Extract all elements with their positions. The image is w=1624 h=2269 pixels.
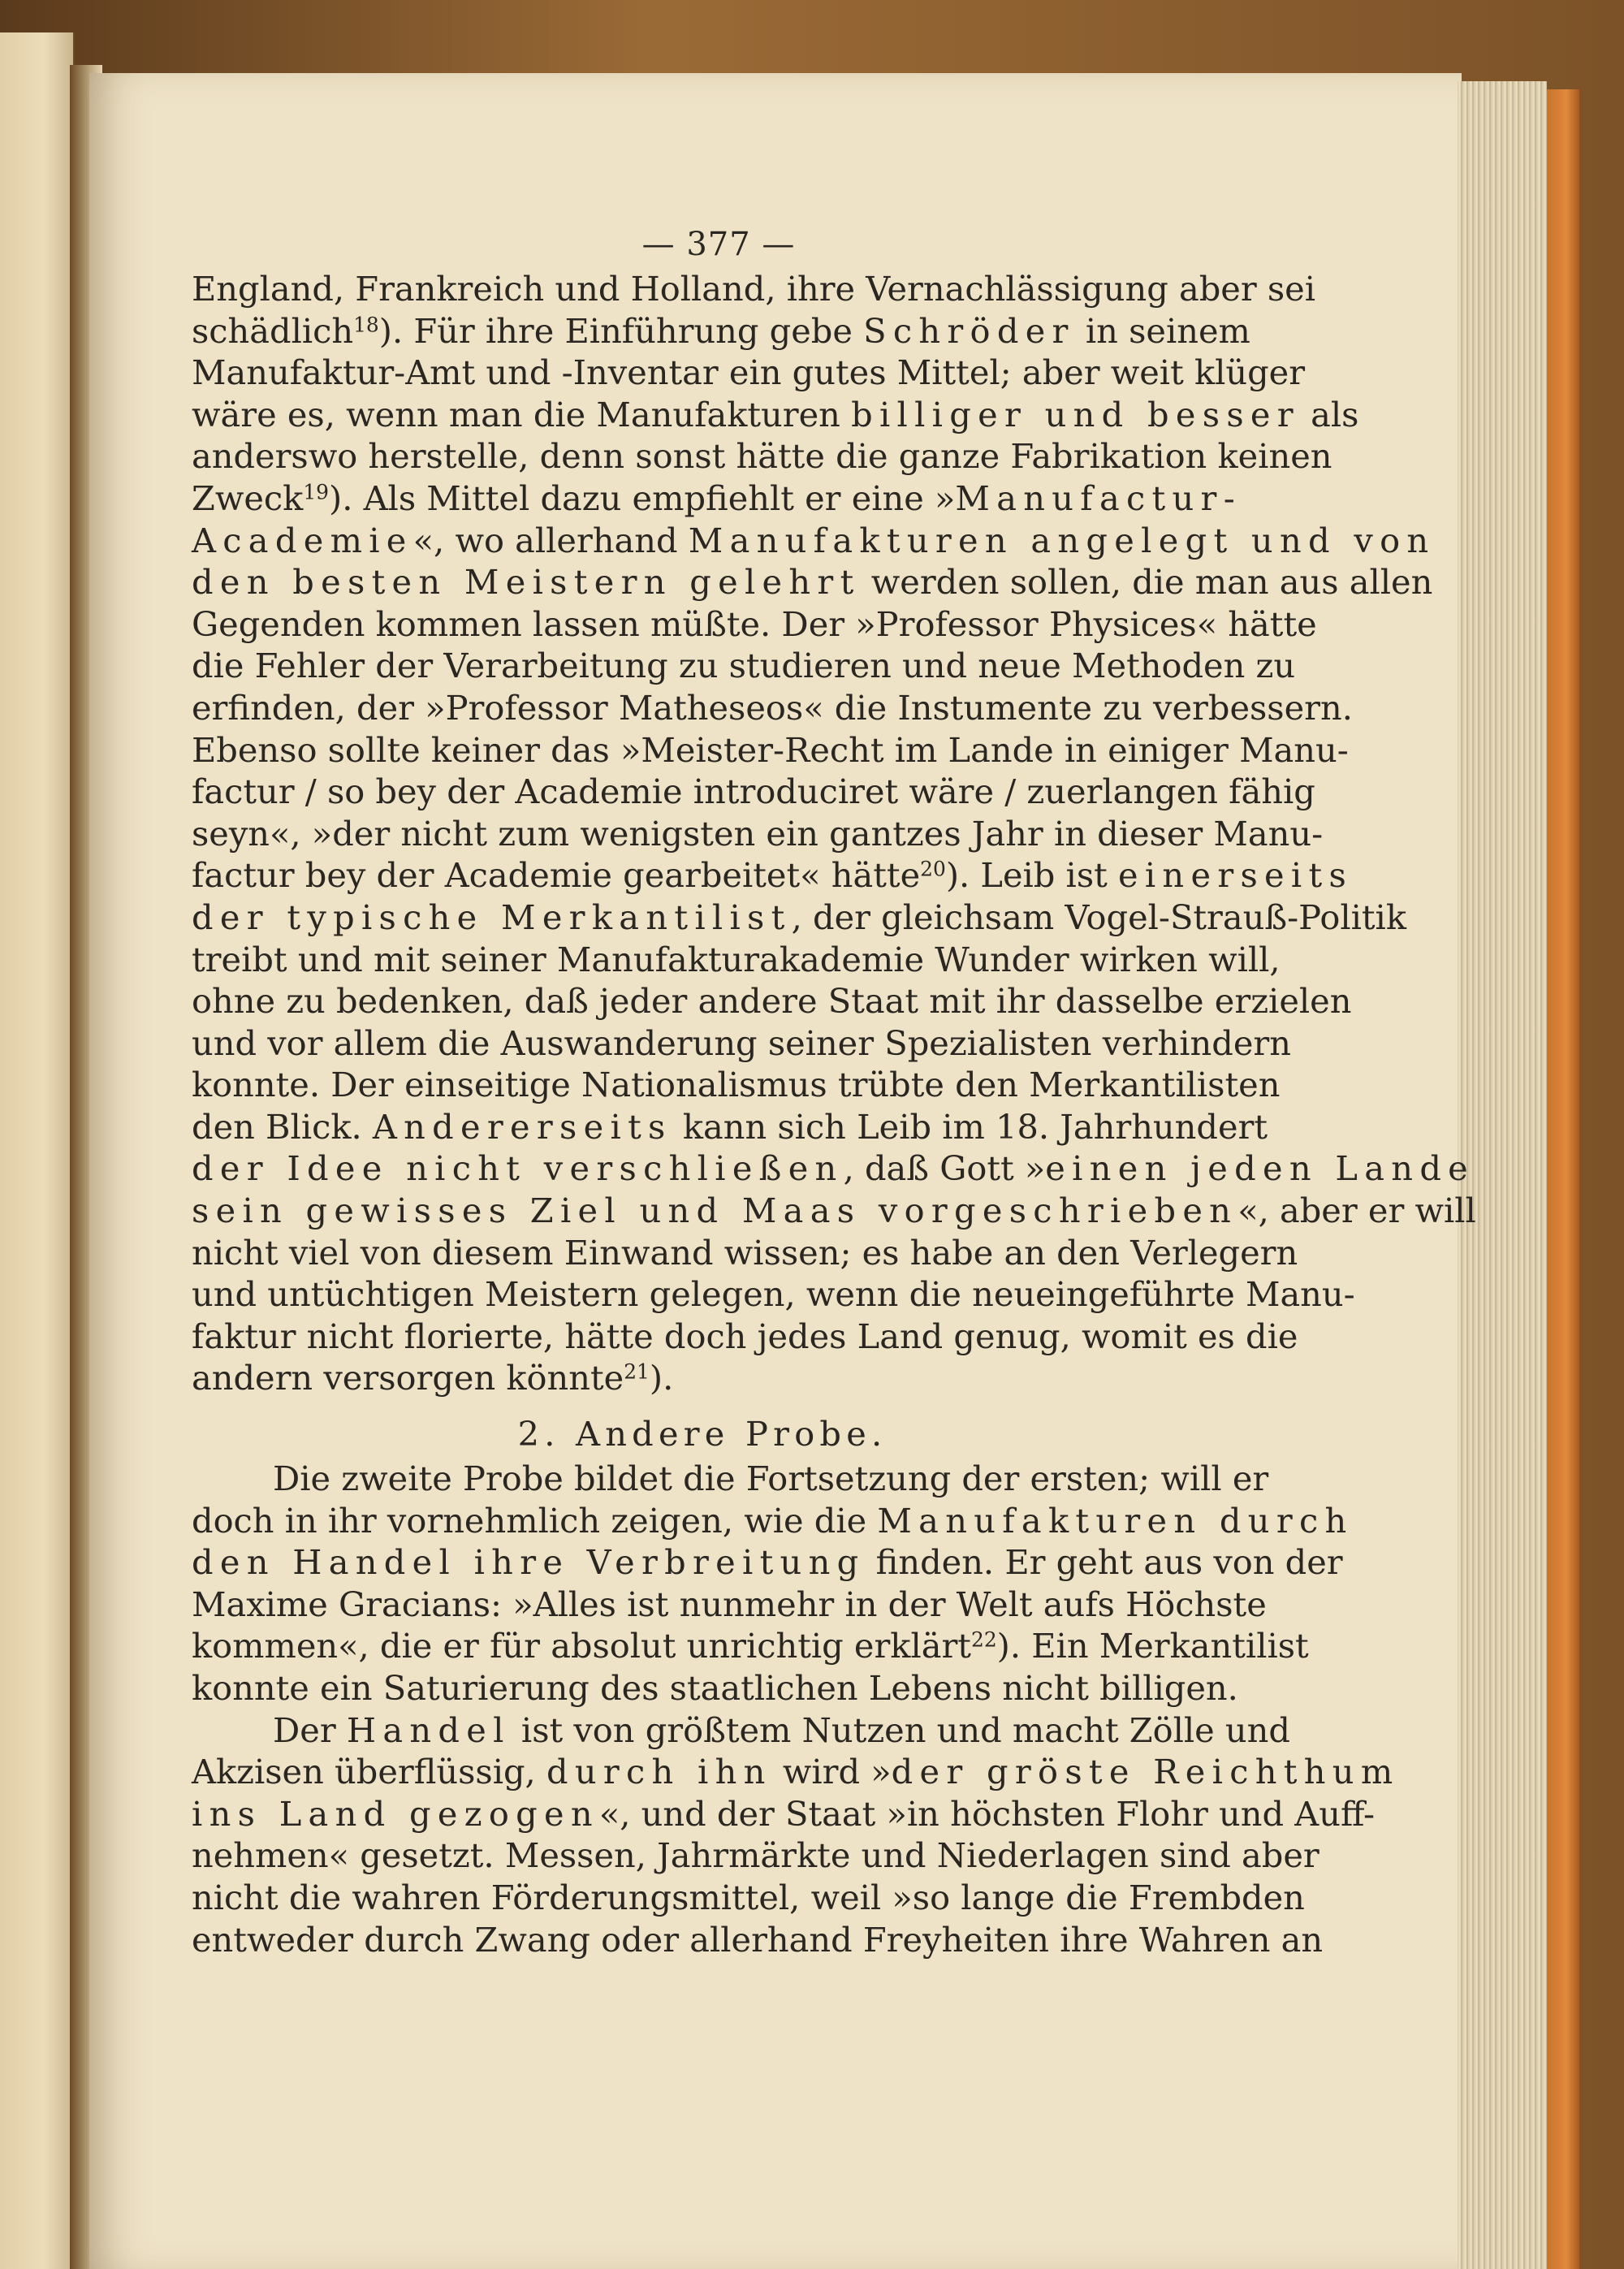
text-run: und untüchtigen Meistern gelegen, wenn die neueingeführte Manu- — [192, 1274, 1355, 1315]
text-run: werden sollen, die man aus allen — [860, 562, 1433, 603]
spaced-emphasis: Schröder — [863, 310, 1075, 351]
text-line — [192, 478, 1242, 520]
text-line — [192, 561, 1433, 603]
text-line — [192, 1793, 1375, 1835]
body-paragraph-1 — [192, 268, 1476, 1399]
text-run: Manufaktur-Amt und -Inventar ein gutes Mittel; aber weit klüger — [192, 352, 1306, 393]
text-line — [192, 1625, 1309, 1667]
text-run: faktur nicht florierte, hätte doch jedes Land genug, womit es die — [192, 1316, 1298, 1356]
text-line — [192, 435, 1332, 478]
text-line — [192, 1667, 1238, 1709]
text-line — [192, 1541, 1343, 1584]
spaced-emphasis: Manufakturen durch — [877, 1500, 1354, 1541]
text-run: «, aber er will — [1237, 1191, 1476, 1231]
text-run: Die zweite Probe bildet die Fortsetzung der ersten; will er — [273, 1459, 1269, 1499]
text-run: als — [1299, 394, 1359, 434]
book-cover-edge — [1547, 89, 1579, 2269]
text-run: ). Ein Merkantilist — [996, 1626, 1309, 1666]
text-run: kann sich Leib im 18. Jahrhundert — [672, 1106, 1268, 1147]
text-run: nicht die wahren Förderungsmittel, weil »so lange die Frembden — [192, 1877, 1305, 1917]
text-line — [192, 268, 1315, 310]
spaced-emphasis: ins Land gezogen — [192, 1793, 599, 1834]
body-paragraphs-2 — [192, 1458, 1400, 1960]
text-run: und vor allem die Auswanderung seiner Spezialisten verhindern — [192, 1022, 1291, 1063]
text-run: wird » — [771, 1752, 892, 1792]
text-run: ). Für ihre Einführung gebe — [378, 310, 864, 351]
text-run: Akzisen überflüssig, — [192, 1752, 546, 1792]
text-run: in seinem — [1074, 310, 1250, 351]
facing-page-edge — [0, 32, 75, 2269]
text-line — [192, 1357, 1213, 1399]
text-run: , daß Gott » — [843, 1148, 1046, 1189]
text-run: den Blick. — [192, 1106, 373, 1147]
text-line — [192, 1877, 1305, 1919]
spaced-emphasis: Handel — [346, 1709, 511, 1750]
text-line — [192, 939, 1281, 981]
text-run: anderswo herstelle, denn sonst hätte die ganze Fabrikation keinen — [192, 436, 1332, 477]
text-line — [192, 1709, 1290, 1752]
spaced-emphasis: Manufakturen angelegt und von — [688, 520, 1436, 560]
text-line — [192, 520, 1436, 562]
text-run: doch in ihr vornehmlich zeigen, wie die — [192, 1500, 878, 1541]
spaced-emphasis: den besten Meistern gelehrt — [192, 562, 861, 603]
text-line — [192, 1584, 1267, 1626]
spaced-emphasis: einerseits — [1118, 855, 1354, 896]
text-run: die Fehler der Verarbeitung zu studieren und neue Methoden zu — [192, 646, 1296, 686]
text-run: ist von größtem Nutzen und macht Zölle und — [510, 1709, 1290, 1750]
text-block — [192, 221, 1476, 1960]
text-run: treibt und mit seiner Manufakturakademie Wunder wirken will, — [192, 939, 1281, 979]
text-line — [192, 352, 1306, 394]
text-run: finden. Er geht aus von der — [865, 1542, 1343, 1583]
text-run: schädlich — [192, 310, 354, 351]
footnote-ref: 18 — [353, 312, 379, 336]
text-run: konnte. Der einseitige Nationalismus trübte den Merkantilisten — [192, 1065, 1281, 1105]
text-line — [192, 897, 1406, 939]
text-run: «, wo allerhand — [412, 520, 689, 560]
footnote-ref: 20 — [920, 857, 946, 881]
text-line — [192, 1273, 1355, 1316]
text-run: seyn«, »der nicht zum wenigsten ein gantzes Jahr in dieser Manu- — [192, 813, 1324, 854]
spaced-emphasis: sein gewisses Ziel und Maas vorgeschrieben — [192, 1191, 1238, 1231]
text-line — [192, 310, 1250, 352]
text-line — [192, 687, 1353, 729]
text-line — [192, 1919, 1324, 1961]
text-line — [192, 980, 1352, 1022]
spaced-emphasis: den Handel ihre Verbreitung — [192, 1542, 866, 1583]
spaced-emphasis: der Idee nicht verschließen — [192, 1148, 844, 1189]
text-run: Gegenden kommen lassen müßte. Der »Professor Physices« hätte — [192, 603, 1317, 644]
text-line — [192, 1500, 1354, 1542]
text-line — [192, 603, 1317, 646]
text-line — [192, 1835, 1320, 1877]
text-run: Ebenso sollte keiner das »Meister-Recht im Lande in einiger Manu- — [192, 729, 1349, 770]
text-line — [192, 813, 1324, 855]
text-run: England, Frankreich und Holland, ihre Vernachlässigung aber sei — [192, 269, 1315, 309]
spaced-emphasis: billiger und besser — [851, 394, 1300, 434]
text-line — [192, 1106, 1268, 1148]
text-run: ). Leib ist — [945, 855, 1118, 896]
text-run: Zweck — [192, 478, 304, 518]
footnote-ref: 19 — [303, 480, 329, 504]
text-run: wäre es, wenn man die Manufakturen — [192, 394, 852, 434]
section-heading: 2. Andere Probe. — [517, 1414, 888, 1454]
text-line — [192, 854, 1354, 897]
text-line — [192, 1022, 1291, 1065]
text-run: ). Als Mittel dazu empfiehlt er eine » — [329, 478, 956, 518]
spaced-emphasis: der gröste Reichthum — [891, 1752, 1400, 1792]
spaced-emphasis: der typische Merkantilist — [192, 897, 792, 937]
text-run: Der — [273, 1709, 347, 1750]
text-run: «, und der Staat »in höchsten Flohr und Auff- — [598, 1793, 1375, 1834]
text-line — [192, 1147, 1475, 1190]
footnote-ref: 21 — [624, 1359, 650, 1384]
text-run: ). — [649, 1358, 674, 1398]
text-run: andern versorgen könnte — [192, 1358, 624, 1398]
page-number: — 377 — — [641, 226, 796, 263]
text-line — [192, 729, 1349, 771]
text-run: entweder durch Zwang oder allerhand Freyheiten ihre Wahren an — [192, 1919, 1324, 1960]
text-run: kommen«, die er für absolut unrichtig erklärt — [192, 1626, 971, 1666]
spaced-emphasis: durch ihn — [546, 1752, 772, 1792]
text-line — [192, 1751, 1400, 1793]
spaced-emphasis: Manufactur- — [955, 478, 1242, 518]
text-run: factur bey der Academie gearbeitet« hätte — [192, 855, 921, 896]
text-line — [192, 394, 1359, 436]
text-line — [192, 1190, 1476, 1232]
text-run: ohne zu bedenken, daß jeder andere Staat mit ihr dasselbe erzielen — [192, 981, 1352, 1022]
spaced-emphasis: Academie — [192, 520, 413, 560]
text-run: nehmen« gesetzt. Messen, Jahrmärkte und Niederlagen sind aber — [192, 1835, 1320, 1876]
text-run: factur / so bey der Academie introduciret wäre / zuerlangen fähig — [192, 771, 1315, 812]
text-line — [192, 1064, 1281, 1106]
footnote-ref: 22 — [970, 1627, 997, 1652]
text-line — [192, 1458, 1269, 1500]
text-run: Maxime Gracians: »Alles ist nunmehr in der Welt aufs Höchste — [192, 1584, 1267, 1624]
text-run: konnte ein Saturierung des staatlichen Lebens nicht billigen. — [192, 1668, 1238, 1708]
text-line — [192, 645, 1296, 687]
text-line — [192, 1232, 1298, 1274]
text-run: erfinden, der »Professor Matheseos« die Instumente zu verbessern. — [192, 687, 1353, 728]
text-line — [192, 771, 1315, 813]
text-line — [192, 1316, 1298, 1358]
text-run: , der gleichsam Vogel-Strauß-Politik — [791, 897, 1406, 937]
text-run: nicht viel von diesem Einwand wissen; es habe an den Verlegern — [192, 1232, 1298, 1273]
spaced-emphasis: einen jeden Lande — [1045, 1148, 1475, 1189]
spaced-emphasis: Andererseits — [372, 1106, 672, 1147]
